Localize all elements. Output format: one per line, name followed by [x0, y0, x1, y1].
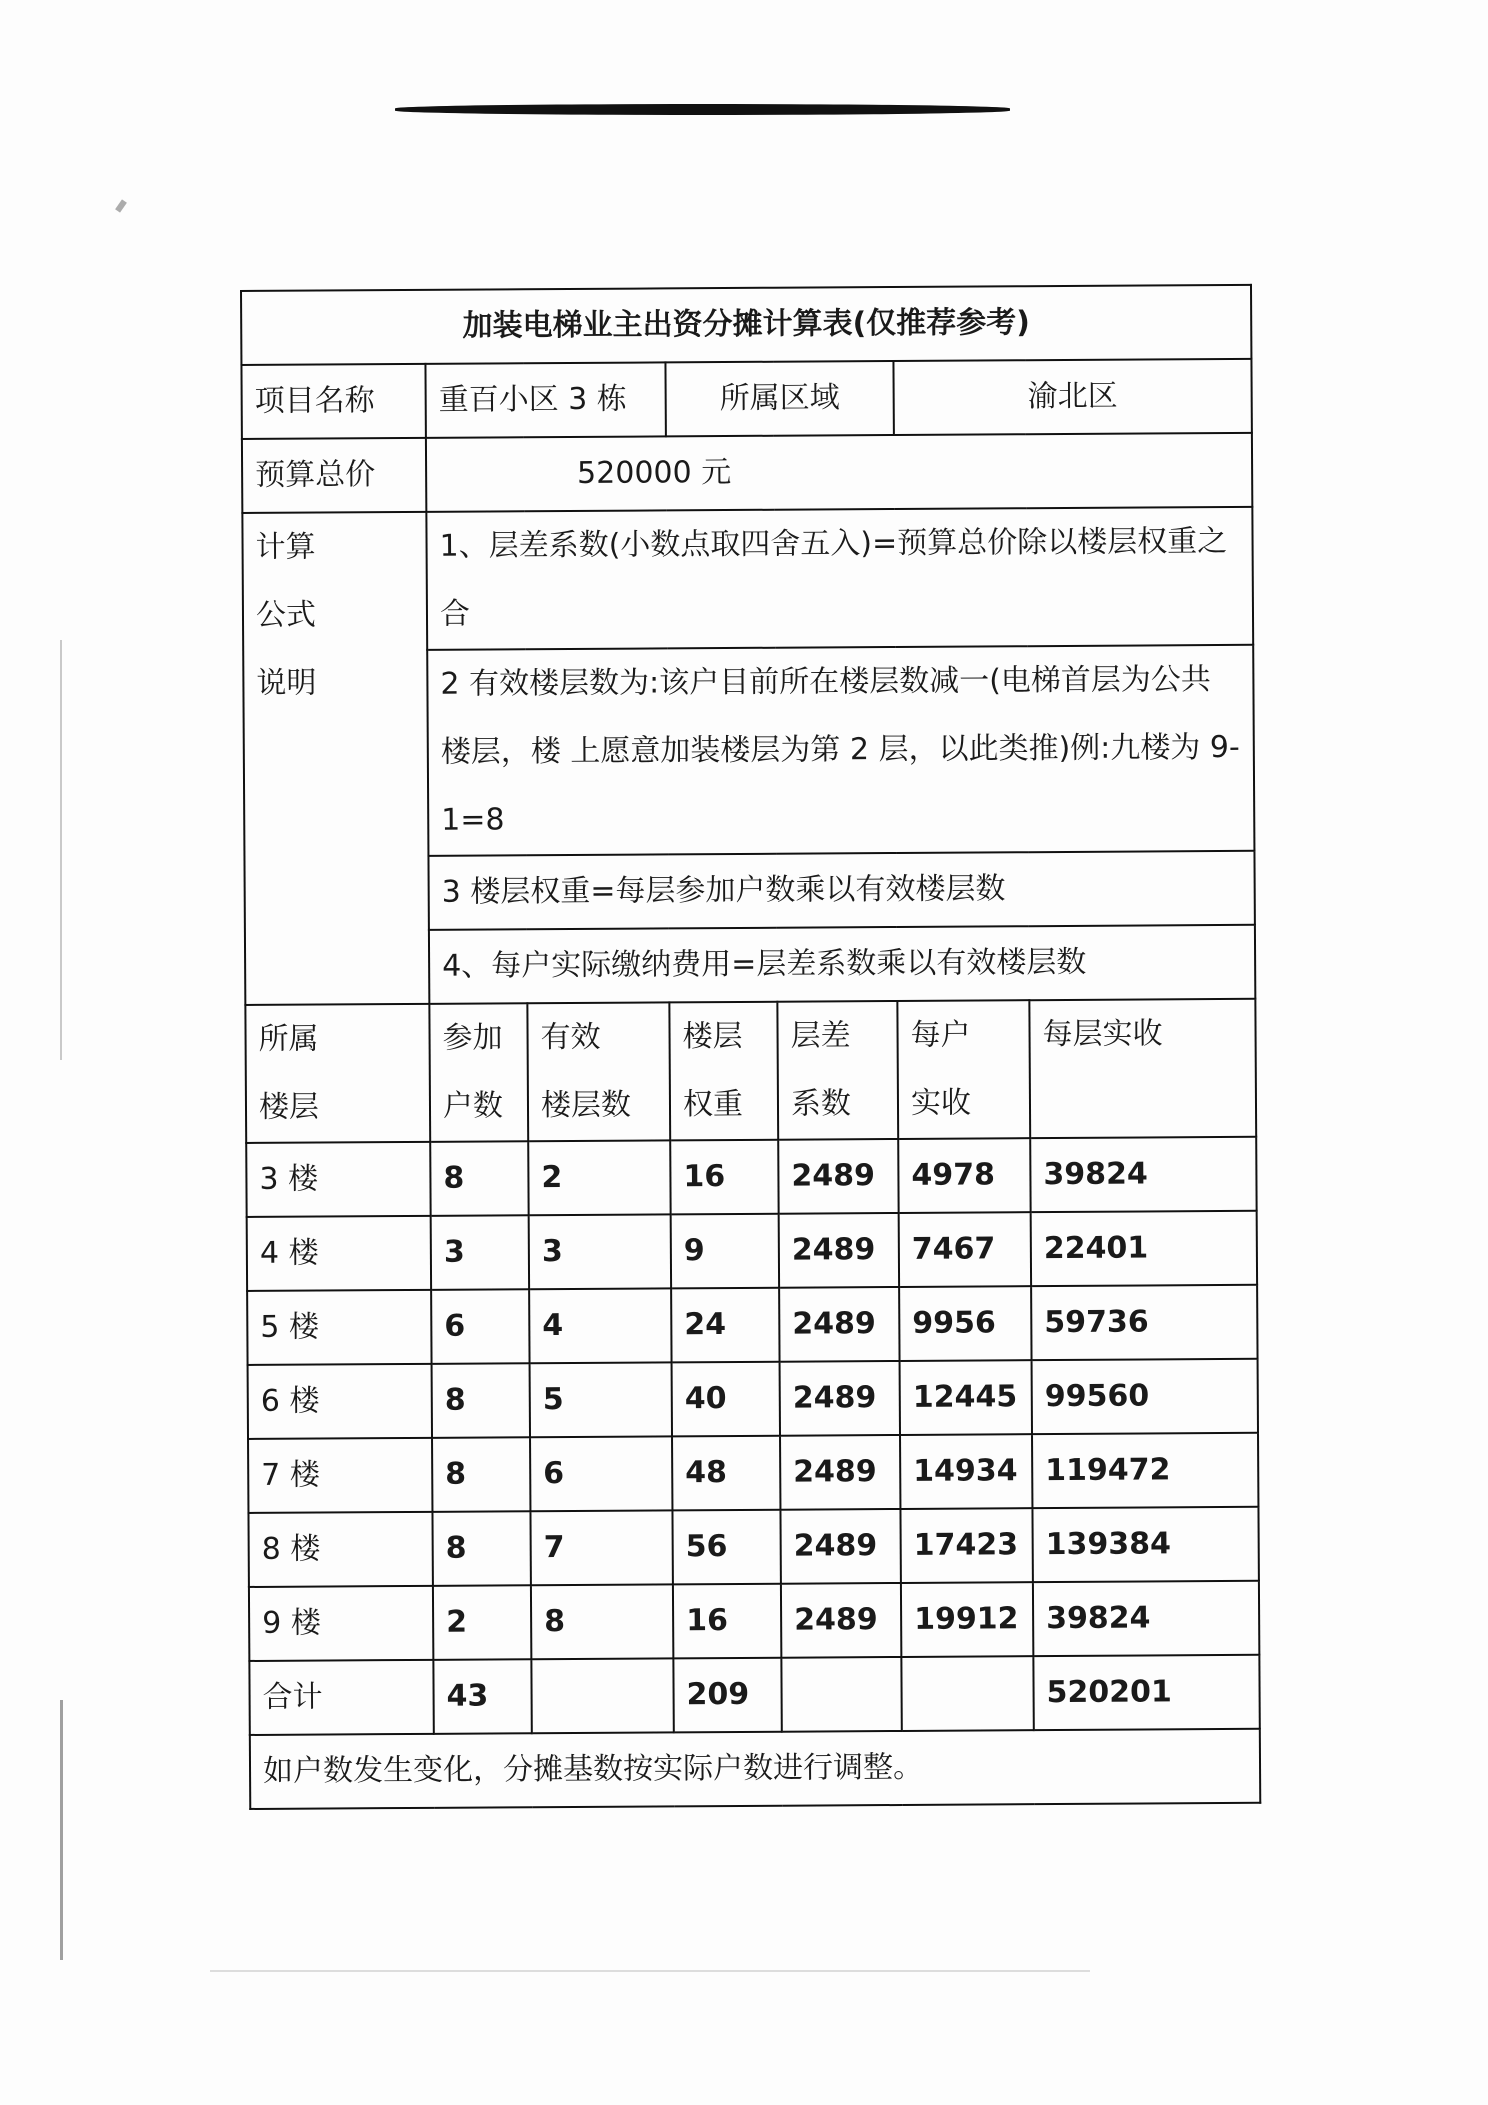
- total-cell: 209: [673, 1658, 781, 1733]
- cell: 9956: [899, 1286, 1031, 1361]
- cell-floor: 3 楼: [246, 1142, 430, 1217]
- cell: 16: [670, 1140, 778, 1215]
- total-cell: [901, 1656, 1033, 1731]
- cost-allocation-form: [240, 284, 1259, 1815]
- header-text: 每层实收: [1042, 1016, 1163, 1053]
- cell: 19912: [901, 1582, 1033, 1657]
- cell: 139384: [1032, 1507, 1259, 1582]
- total-cell: [781, 1657, 901, 1732]
- cell: 8: [432, 1363, 530, 1438]
- header-text: 楼层数: [540, 1087, 632, 1124]
- area-label: 所属区域: [665, 361, 893, 436]
- cell: 39824: [1033, 1581, 1260, 1656]
- header-text: 层差: [790, 1018, 851, 1054]
- header-text: 楼层: [682, 1018, 743, 1055]
- form-table: [240, 284, 1261, 1810]
- cell: 7467: [899, 1212, 1031, 1287]
- cell-floor: 4 楼: [247, 1216, 431, 1291]
- header-text: 户数: [442, 1088, 504, 1124]
- cell: 40: [672, 1362, 780, 1437]
- cell: 6: [431, 1289, 529, 1364]
- form-title: 加装电梯业主出资分摊计算表(仅推荐参考): [241, 285, 1251, 365]
- budget-label: 预算总价: [242, 438, 426, 513]
- cell: 8: [430, 1141, 528, 1216]
- cell-floor: 5 楼: [247, 1290, 431, 1365]
- formula-item-2: 2 有效楼层数为:该户目前所在楼层数减一(电梯首层为公共楼层，楼 上愿意加装楼层为第 2 层，以此类推)例:九楼为 9-1=8: [427, 645, 1254, 856]
- table-header-row: [245, 999, 1256, 1143]
- cell: 56: [672, 1510, 780, 1585]
- table-row: [246, 1137, 1256, 1217]
- table-row: [247, 1211, 1257, 1291]
- header-per-household: [897, 1000, 1030, 1139]
- budget-value: 520000 元: [426, 433, 1252, 512]
- cell: 2489: [780, 1361, 900, 1436]
- header-text: 系数: [790, 1086, 852, 1122]
- scan-edge-shadow: [60, 1700, 63, 1960]
- total-cell: 520201: [1033, 1655, 1260, 1730]
- cell: 99560: [1032, 1359, 1259, 1434]
- formula-item-3: 3 楼层权重=每层参加户数乘以有效楼层数: [428, 851, 1254, 930]
- cell: 2: [528, 1140, 670, 1215]
- cell: 2489: [779, 1287, 899, 1362]
- formula-label-line: 公式: [255, 597, 317, 633]
- cell-floor: 9 楼: [249, 1586, 433, 1661]
- table-total-row: [249, 1655, 1259, 1735]
- cell: 2489: [781, 1583, 901, 1658]
- table-row: [248, 1359, 1258, 1439]
- table-row: [248, 1507, 1258, 1587]
- project-name-value: 重百小区 3 栋: [425, 362, 665, 437]
- cell: 5: [530, 1362, 672, 1437]
- header-coefficient: [777, 1001, 898, 1140]
- cell: 4: [529, 1288, 671, 1363]
- total-cell: 43: [433, 1659, 531, 1734]
- cell: 2489: [778, 1139, 898, 1214]
- cell-floor: 8 楼: [248, 1512, 432, 1587]
- header-floor: [245, 1004, 430, 1143]
- cell: 7: [530, 1510, 672, 1585]
- header-text: 所属: [258, 1021, 319, 1057]
- cell: 3: [431, 1215, 529, 1290]
- cell: 48: [672, 1436, 780, 1511]
- cell: 2: [433, 1585, 531, 1660]
- header-text: 权重: [682, 1086, 744, 1123]
- cell: 119472: [1032, 1433, 1259, 1508]
- scan-speck: [115, 199, 127, 212]
- header-text: 有效: [540, 1019, 601, 1056]
- cell: 6: [530, 1436, 672, 1511]
- header-floor-weight: [669, 1002, 778, 1141]
- cell: 24: [671, 1288, 779, 1363]
- cell: 16: [673, 1584, 781, 1659]
- cell: 8: [432, 1511, 530, 1586]
- cell-floor: 7 楼: [248, 1438, 432, 1513]
- header-text: 实收: [910, 1085, 972, 1121]
- cell: 4978: [898, 1138, 1030, 1213]
- scan-edge-shadow: [60, 640, 62, 1060]
- formula-label-line: 说明: [256, 665, 317, 701]
- cell: 2489: [780, 1435, 900, 1510]
- table-row: [247, 1285, 1257, 1365]
- scan-bleed-line: [210, 1970, 1090, 1972]
- cell: 2489: [779, 1213, 899, 1288]
- table-row: [249, 1581, 1259, 1661]
- header-text: 楼层: [258, 1089, 320, 1125]
- cell-floor: 6 楼: [248, 1364, 432, 1439]
- header-households: [429, 1003, 528, 1142]
- area-value: 渝北区: [893, 359, 1252, 435]
- cell: 8: [531, 1584, 673, 1659]
- cell: 12445: [900, 1360, 1032, 1435]
- formula-item-1: 1、层差系数(小数点取四舍五入)=预算总价除以楼层权重之合: [426, 507, 1253, 650]
- scan-mark-top: [395, 104, 1010, 115]
- table-row: [248, 1433, 1258, 1513]
- cell: 22401: [1031, 1211, 1258, 1286]
- cell: 3: [529, 1214, 671, 1289]
- cell: 2489: [780, 1509, 900, 1584]
- total-cell: [531, 1658, 673, 1733]
- header-effective-floors: [527, 1002, 670, 1141]
- header-text: 每户: [910, 1017, 971, 1053]
- footer-note: 如户数发生变化，分摊基数按实际户数进行调整。: [250, 1729, 1260, 1809]
- cell: 8: [432, 1437, 530, 1512]
- total-label: 合计: [249, 1660, 433, 1735]
- cell: 9: [671, 1214, 779, 1289]
- formula-item-4: 4、每户实际缴纳费用=层差系数乘以有效楼层数: [429, 925, 1255, 1004]
- cell: 59736: [1031, 1285, 1258, 1360]
- cell: 39824: [1030, 1137, 1257, 1212]
- project-name-label: 项目名称: [241, 364, 425, 439]
- header-text: 参加: [442, 1020, 503, 1056]
- formula-label: [242, 512, 429, 1005]
- cell: 17423: [900, 1508, 1032, 1583]
- cell: 14934: [900, 1434, 1032, 1509]
- header-per-floor: [1029, 999, 1256, 1138]
- formula-label-line: 计算: [255, 529, 316, 565]
